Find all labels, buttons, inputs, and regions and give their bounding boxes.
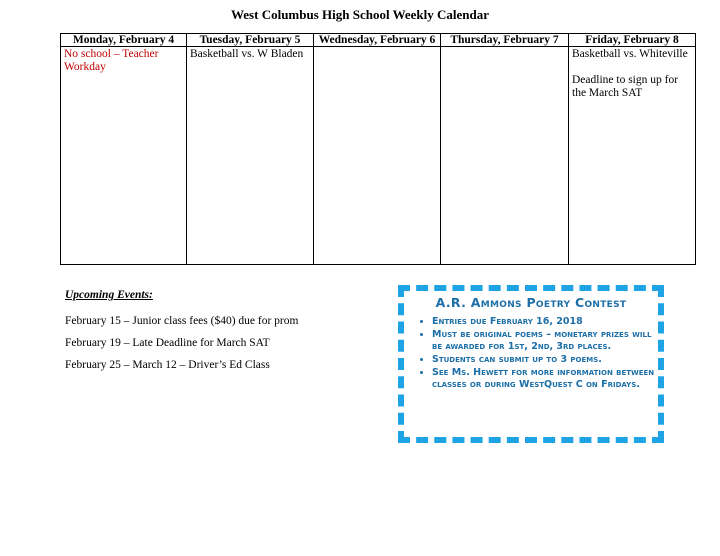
day-header-wednesday: Wednesday, February 6 bbox=[314, 34, 441, 47]
page-title: West Columbus High School Weekly Calendar bbox=[231, 7, 489, 22]
upcoming-events bbox=[65, 289, 385, 381]
calendar-entry: No school – Teacher Workday bbox=[64, 48, 159, 73]
event-item: February 19 – Late Deadline for March SAT bbox=[65, 337, 270, 349]
poster-list bbox=[404, 316, 658, 391]
poster-item: • Must be original poems – monetary prizes will be awarded for 1st, 2nd, 3rd places. bbox=[432, 329, 658, 353]
day-cell-thursday bbox=[441, 47, 569, 265]
day-header-thursday: Thursday, February 7 bbox=[441, 34, 569, 47]
poster-item: • Entries due February 16, 2018 bbox=[432, 316, 658, 328]
poetry-contest-poster bbox=[398, 285, 664, 443]
day-header-tuesday: Tuesday, February 5 bbox=[187, 34, 314, 47]
calendar-entry: Basketball vs. W Bladen bbox=[190, 48, 304, 60]
poster-item: • See Ms. Hewett for more information between classes or during WestQuest C on Fridays. bbox=[432, 367, 658, 391]
day-cell-friday bbox=[569, 47, 696, 265]
day-header-friday: Friday, February 8 bbox=[569, 34, 696, 47]
calendar-entry: Basketball vs. Whiteville bbox=[572, 48, 688, 60]
day-cell-wednesday bbox=[314, 47, 441, 265]
poster-title: A.R. Ammons Poetry Contest bbox=[435, 295, 627, 310]
poster-item: • Students can submit up to 3 poems. bbox=[432, 354, 658, 366]
day-header-monday: Monday, February 4 bbox=[61, 34, 187, 47]
event-item: February 15 – Junior class fees ($40) due for prom bbox=[65, 315, 299, 327]
upcoming-events-heading: Upcoming Events: bbox=[65, 289, 153, 301]
calendar-entry: Deadline to sign up for the March SAT bbox=[572, 74, 679, 99]
day-cell-tuesday bbox=[187, 47, 314, 265]
day-cell-monday bbox=[61, 47, 187, 265]
weekly-calendar-table bbox=[60, 33, 696, 265]
event-item: February 25 – March 12 – Driver’s Ed Class bbox=[65, 359, 270, 371]
